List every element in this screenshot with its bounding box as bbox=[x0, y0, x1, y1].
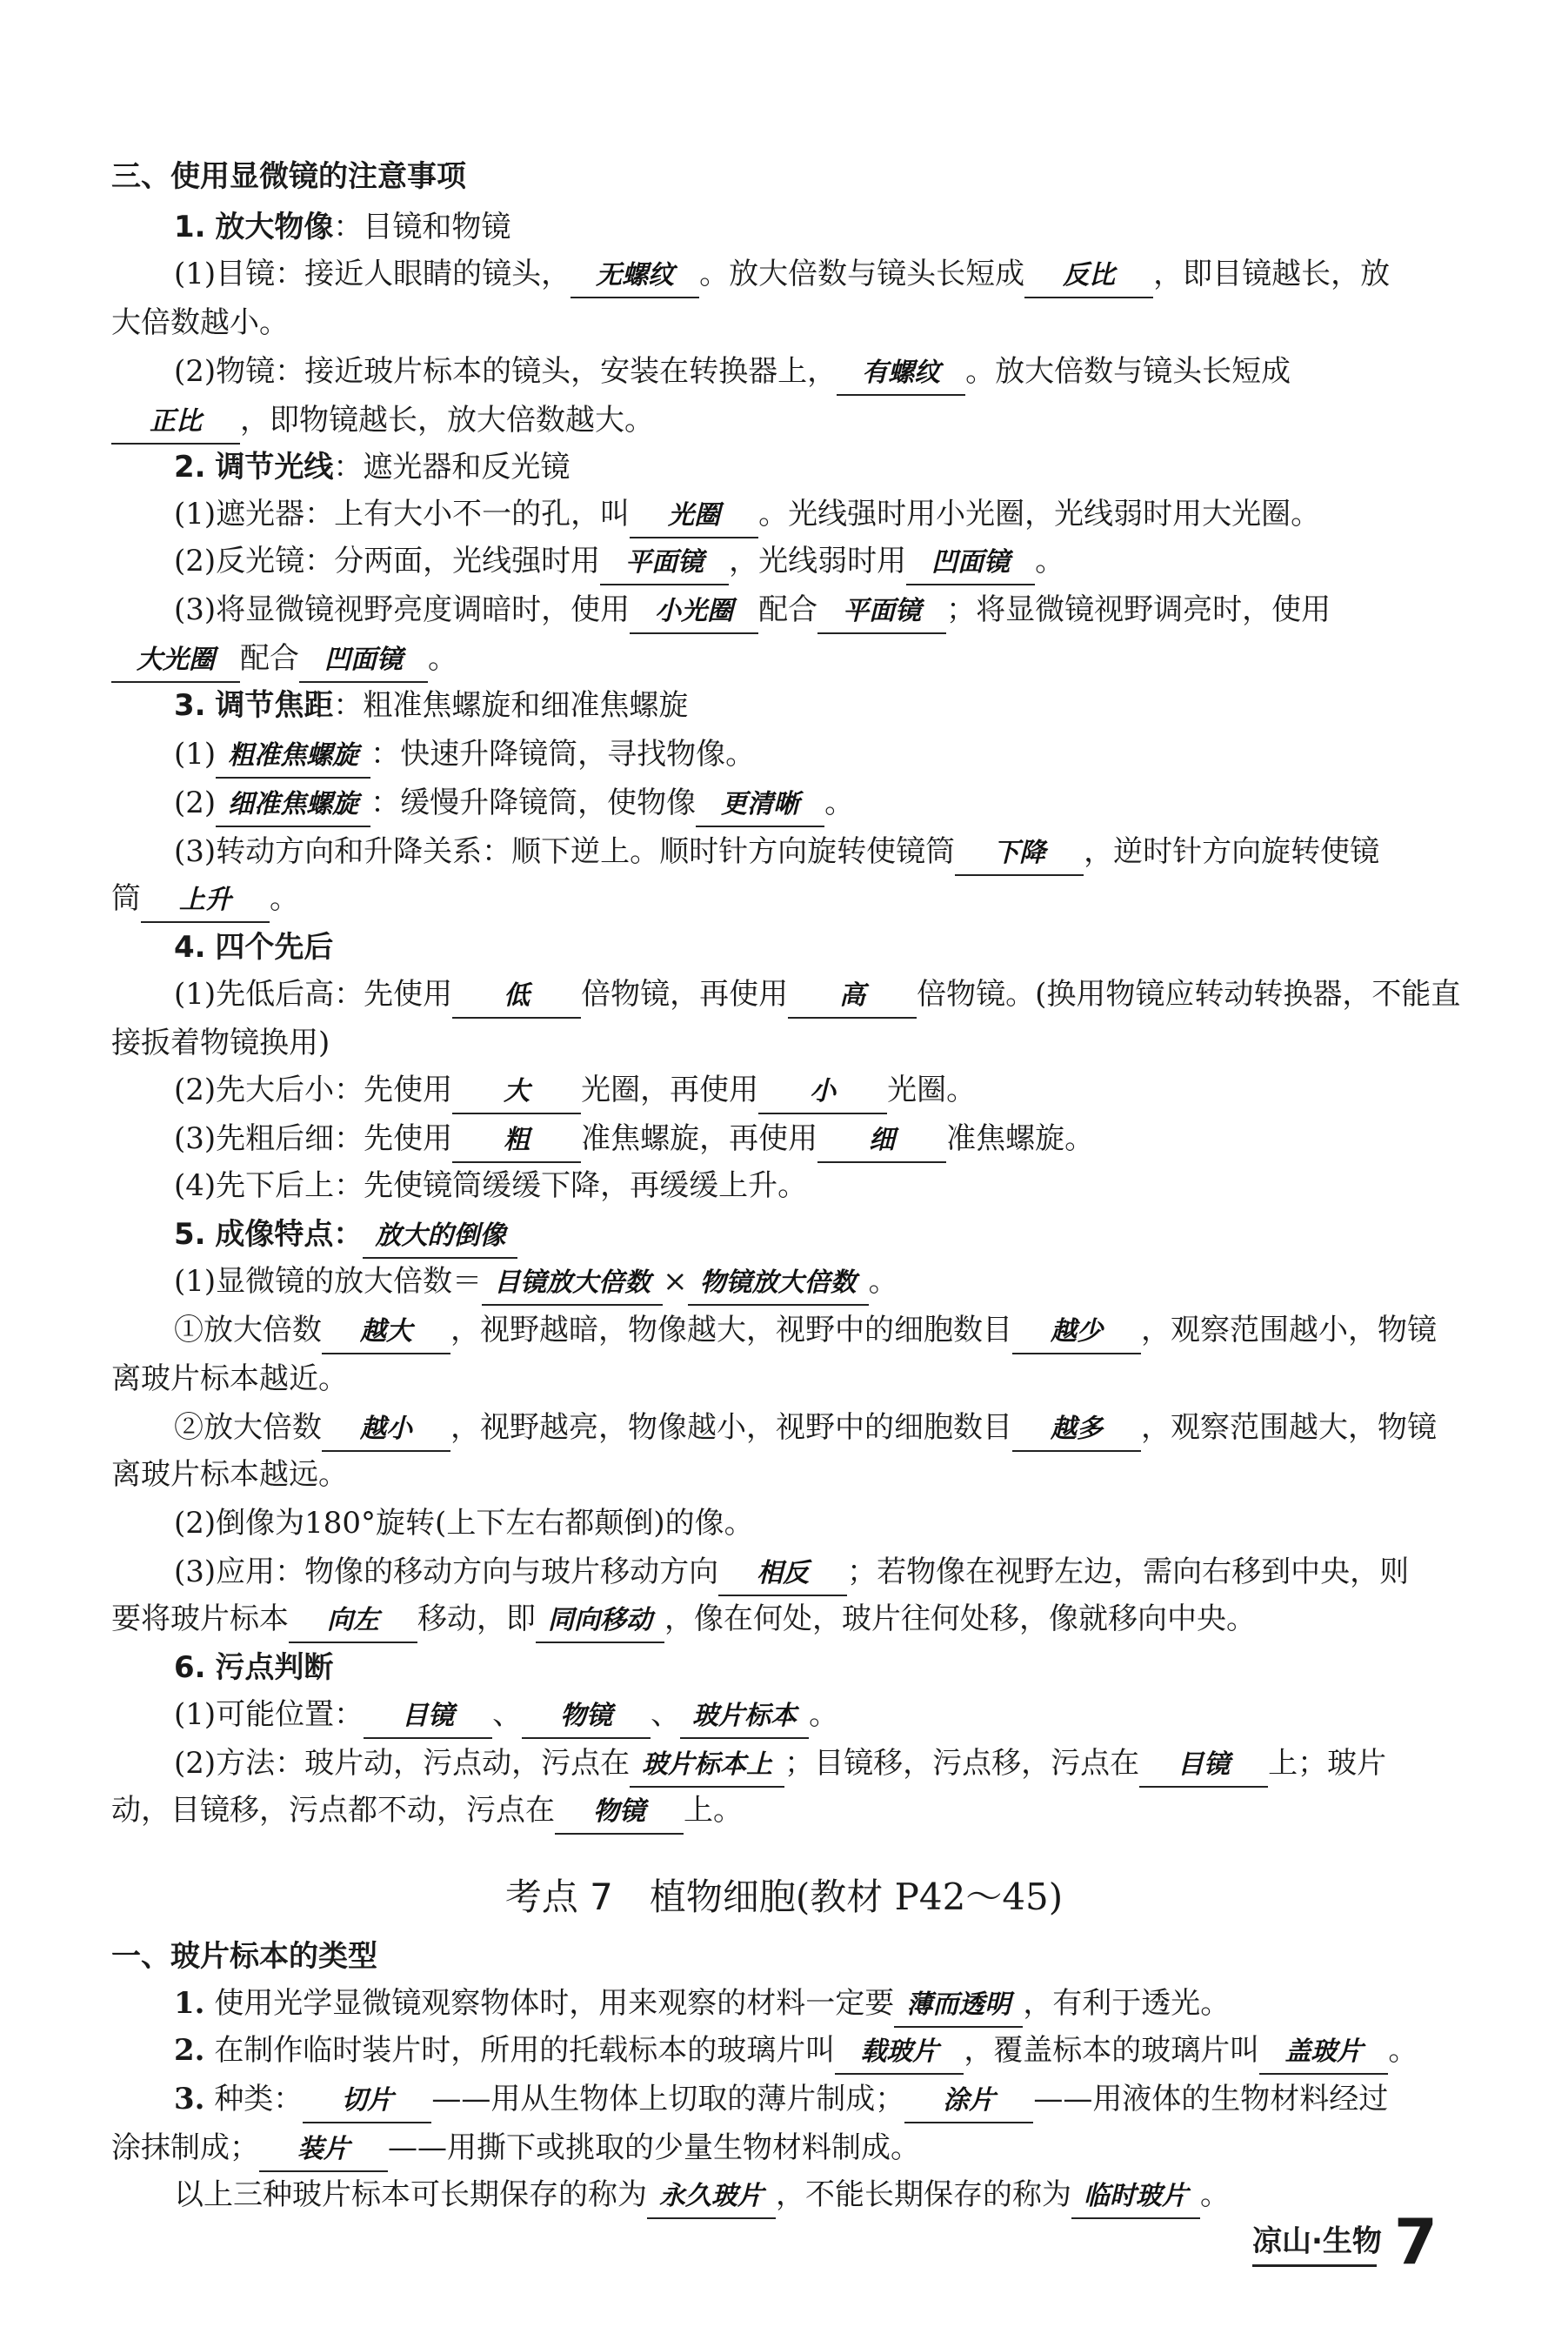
text-line: (1)可能位置： 目镜 、 物镜 、 玻片标本 。 bbox=[174, 1689, 1496, 1740]
answer-blank: 无螺纹 bbox=[570, 255, 699, 298]
answer-blank: 凹面镜 bbox=[299, 639, 428, 683]
text-line: (4)先下后上：先使镜筒缓缓下降，再缓缓上升。 bbox=[174, 1168, 808, 1203]
text-line: (2) 细准焦螺旋 ：缓慢升降镜筒，使物像 更清晰 。 bbox=[174, 778, 1496, 828]
subheading-focus: 3. 调节焦距：粗准焦螺旋和细准焦螺旋 bbox=[174, 688, 689, 723]
text-line: 大倍数越小。 bbox=[111, 305, 289, 340]
answer-blank: 涂片 bbox=[904, 2080, 1033, 2123]
answer-blank: 放大的倒像 bbox=[363, 1215, 517, 1259]
text-line: (3)应用：物像的移动方向与玻片移动方向 相反 ；若物像在视野左边，需向右移到中央，则 bbox=[174, 1547, 1496, 1597]
text-line: (3)转动方向和升降关系：顺下逆上。顺时针方向旋转使镜筒 下降 ，逆时针方向旋转使镜 bbox=[174, 826, 1496, 877]
answer-blank: 临时玻片 bbox=[1071, 2176, 1200, 2219]
answer-blank: 细准焦螺旋 bbox=[216, 784, 370, 827]
answer-blank: 下降 bbox=[955, 832, 1084, 876]
answer-blank: 目镜放大倍数 bbox=[482, 1262, 663, 1306]
answer-blank: 高 bbox=[788, 975, 917, 1019]
subheading-magnification: 1. 放大物像：目镜和物镜 bbox=[174, 210, 511, 244]
text-line: 接扳着物镜换用) bbox=[111, 1026, 330, 1060]
text-line: 1. 使用光学显微镜观察物体时，用来观察的材料一定要 薄而透明 ，有利于透光。 bbox=[174, 1978, 1496, 2029]
answer-blank: 平面镜 bbox=[817, 591, 946, 634]
page-number: 7 bbox=[1393, 2204, 1438, 2278]
text-line: 涂抹制成； 装片 ——用撕下或挑取的少量生物材料制成。 bbox=[111, 2123, 1433, 2173]
answer-blank: 切片 bbox=[303, 2080, 431, 2123]
answer-blank: 小光圈 bbox=[630, 591, 758, 634]
answer-blank: 玻片标本上 bbox=[630, 1744, 784, 1788]
text-line: ①放大倍数 越大 ，视野越暗，物像越大，视野中的细胞数目 越少 ，观察范围越小，物镜 bbox=[174, 1305, 1496, 1355]
text-line: (1)目镜：接近人眼睛的镜头， 无螺纹 。放大倍数与镜头长短成 反比 ，即目镜越长，放 bbox=[174, 249, 1496, 299]
section-heading: 一、玻片标本的类型 bbox=[111, 1939, 377, 1974]
answer-blank: 粗 bbox=[452, 1120, 581, 1163]
text-line: 以上三种玻片标本可长期保存的称为 永久玻片 ，不能长期保存的称为 临时玻片 。 bbox=[174, 2170, 1496, 2220]
answer-blank: 盖玻片 bbox=[1259, 2031, 1388, 2075]
answer-blank: 薄而透明 bbox=[894, 1984, 1023, 2028]
text-line: 2. 在制作临时装片时，所用的托载标本的玻璃片叫 载玻片 ，覆盖标本的玻璃片叫 盖玻片 。 bbox=[174, 2025, 1496, 2076]
text-line: (3)将显微镜视野亮度调暗时，使用 小光圈 配合 平面镜 ；将显微镜视野调亮时，使用 bbox=[174, 585, 1496, 635]
answer-blank: 永久玻片 bbox=[647, 2176, 776, 2219]
text-line: 大光圈 配合 凹面镜 。 bbox=[111, 633, 1433, 684]
text-line: (1)遮光器：上有大小不一的孔，叫 光圈 。光线强时用小光圈，光线弱时用大光圈。 bbox=[174, 489, 1496, 539]
answer-blank: 越大 bbox=[322, 1311, 450, 1354]
answer-blank: 物镜 bbox=[555, 1791, 684, 1835]
answer-blank: 目镜 bbox=[364, 1695, 492, 1739]
answer-blank: 凹面镜 bbox=[906, 542, 1035, 585]
text-line: (2)物镜：接近玻片标本的镜头，安装在转换器上， 有螺纹 。放大倍数与镜头长短成 bbox=[174, 346, 1496, 397]
text-line: 正比 ，即物镜越长，放大倍数越大。 bbox=[111, 395, 1433, 445]
section-heading: 三、使用显微镜的注意事项 bbox=[111, 159, 466, 194]
answer-blank: 越少 bbox=[1012, 1311, 1141, 1354]
answer-blank: 平面镜 bbox=[600, 542, 729, 585]
text-line: (2)方法：玻片动，污点动，污点在 玻片标本上 ；目镜移，污点移，污点在 目镜 上；玻片 bbox=[174, 1738, 1496, 1789]
subheading-spots: 6. 污点判断 bbox=[174, 1650, 334, 1685]
answer-blank: 载玻片 bbox=[835, 2031, 964, 2075]
answer-blank: 小 bbox=[758, 1071, 887, 1114]
subheading-image: 5. 成像特点： 放大的倒像 bbox=[174, 1209, 1496, 1260]
answer-blank: 光圈 bbox=[630, 495, 758, 538]
text-line: 动，目镜移，污点都不动，污点在 物镜 上。 bbox=[111, 1785, 1433, 1835]
answer-blank: 物镜放大倍数 bbox=[688, 1262, 869, 1306]
answer-blank: 低 bbox=[452, 975, 581, 1019]
text-line: (2)反光镜：分两面，光线强时用 平面镜 ，光线弱时用 凹面镜 。 bbox=[174, 536, 1496, 586]
answer-blank: 大 bbox=[452, 1071, 581, 1114]
subheading-light: 2. 调节光线：遮光器和反光镜 bbox=[174, 450, 570, 485]
answer-blank: 粗准焦螺旋 bbox=[216, 735, 370, 779]
text-line: (1) 粗准焦螺旋 ：快速升降镜筒，寻找物像。 bbox=[174, 729, 1496, 779]
answer-blank: 物镜 bbox=[522, 1695, 651, 1739]
text-line: 要将玻片标本 向左 移动，即 同向移动 ，像在何处，玻片往何处移，像就移向中央。 bbox=[111, 1594, 1433, 1644]
answer-blank: 上升 bbox=[141, 879, 270, 923]
answer-blank: 越多 bbox=[1012, 1408, 1141, 1452]
answer-blank: 反比 bbox=[1024, 255, 1153, 298]
answer-blank: 更清晰 bbox=[696, 784, 824, 827]
answer-blank: 相反 bbox=[718, 1553, 847, 1596]
text-line: 离玻片标本越近。 bbox=[111, 1361, 348, 1396]
answer-blank: 向左 bbox=[289, 1600, 417, 1643]
answer-blank: 同向移动 bbox=[536, 1600, 664, 1643]
text-line: (1)显微镜的放大倍数＝ 目镜放大倍数 × 物镜放大倍数 。 bbox=[174, 1256, 1496, 1307]
answer-blank: 越小 bbox=[322, 1408, 450, 1452]
text-line: (2)倒像为180°旋转(上下左右都颠倒)的像。 bbox=[174, 1506, 754, 1541]
text-line: ②放大倍数 越小 ，视野越亮，物像越小，视野中的细胞数目 越多 ，观察范围越大，物镜 bbox=[174, 1402, 1496, 1453]
answer-blank: 有螺纹 bbox=[837, 352, 965, 396]
footer-rule bbox=[1252, 2264, 1377, 2267]
section-title: 考点 7 植物细胞(教材 P42～45) bbox=[504, 1876, 1064, 1918]
page-footer bbox=[1252, 2206, 1438, 2276]
text-line: (1)先低后高：先使用 低 倍物镜，再使用 高 倍物镜。(换用物镜应转动转换器，不能直 bbox=[174, 969, 1496, 1020]
answer-blank: 大光圈 bbox=[111, 639, 240, 683]
answer-blank: 目镜 bbox=[1139, 1744, 1268, 1788]
text-line: (2)先大后小：先使用 大 光圈，再使用 小 光圈。 bbox=[174, 1065, 1496, 1115]
subheading-order: 4. 四个先后 bbox=[174, 930, 334, 965]
answer-blank: 正比 bbox=[111, 401, 240, 445]
text-line: 3. 种类： 切片 ——用从生物体上切取的薄片制成； 涂片 ——用液体的生物材料经过 bbox=[174, 2074, 1496, 2124]
text-line: (3)先粗后细：先使用 粗 准焦螺旋，再使用 细 准焦螺旋。 bbox=[174, 1113, 1496, 1164]
answer-blank: 装片 bbox=[259, 2129, 388, 2172]
answer-blank: 玻片标本 bbox=[680, 1695, 809, 1739]
text-line: 离玻片标本越远。 bbox=[111, 1457, 348, 1492]
answer-blank: 细 bbox=[817, 1120, 946, 1163]
text-line: 筒 上升 。 bbox=[111, 873, 1433, 924]
footer-label: 凉山·生物 bbox=[1251, 2223, 1382, 2259]
